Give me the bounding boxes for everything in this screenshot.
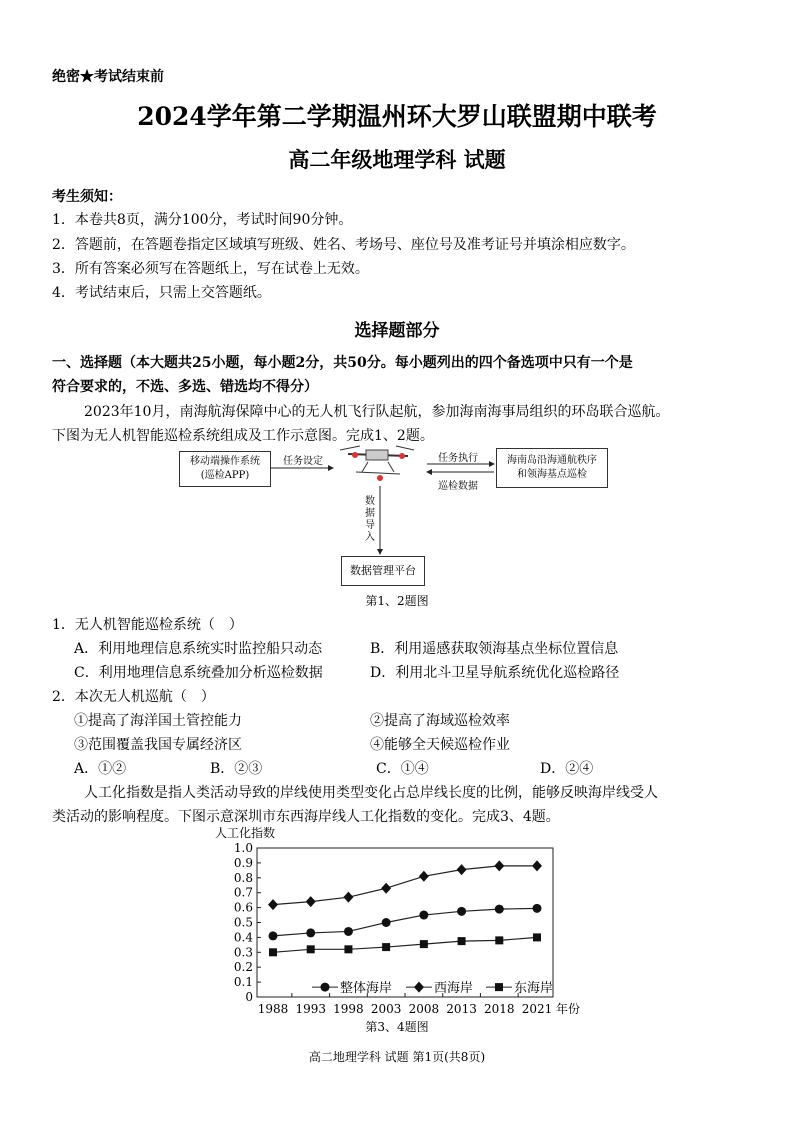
x-tick-label: 1993 <box>295 1002 326 1015</box>
page-title: 2024学年第二学期温州环大罗山联盟期中联考 <box>137 102 657 131</box>
x-tick-label: 2003 <box>370 1002 402 1015</box>
q1-option-d: D．利用北斗卫星导航系统优化巡检路径 <box>370 665 620 681</box>
y-tick-label: 0.8 <box>233 870 253 885</box>
y-tick-label: 0.7 <box>233 885 253 900</box>
data-point <box>457 864 467 875</box>
part-heading: 符合要求的，不选、多选、错选均不得分） <box>52 379 318 395</box>
q2-statement: ④能够全天候巡检作业 <box>370 737 510 753</box>
data-point <box>344 945 352 953</box>
legend-label: 西海岸 <box>434 981 474 997</box>
data-point <box>532 860 542 871</box>
chart-ylabel: 人工化指数 <box>215 826 276 840</box>
legend-label: 整体海岸 <box>340 981 393 997</box>
data-point <box>306 928 315 937</box>
box-label: 和领海基点巡检 <box>517 469 587 480</box>
x-tick-label: 2021 <box>521 1002 553 1015</box>
legend-label: 东海岸 <box>514 981 554 997</box>
q2-option-d: D．②④ <box>540 761 594 777</box>
q1-option-a: A．利用地理信息系统实时监控船只动态 <box>74 641 323 657</box>
notice-item: 4．考试结束后，只需上交答题纸。 <box>52 285 271 301</box>
y-tick-label: 0.1 <box>233 975 253 990</box>
intro-text: 类活动的影响程度。下图示意深圳市东西海岸线人工化指数的变化。完成3、4题。 <box>52 809 560 825</box>
data-point <box>343 892 353 903</box>
q2-statement: ①提高了海洋国土管控能力 <box>74 713 242 729</box>
box-label: 移动端操作系统 <box>190 456 260 467</box>
x-tick-label: 2013 <box>446 1002 477 1015</box>
data-point <box>382 918 391 927</box>
x-tick-label: 2008 <box>408 1002 440 1015</box>
x-axis-label: 年份 <box>556 1002 581 1015</box>
data-point <box>268 899 278 910</box>
char: 导 <box>365 520 375 531</box>
data-point <box>533 904 542 913</box>
intro-text: 下图为无人机智能巡检系统组成及工作示意图。完成1、2题。 <box>52 428 434 444</box>
data-point <box>420 940 428 948</box>
question-2: 2．本次无人机巡航（ ） <box>52 689 215 705</box>
data-point <box>533 933 541 941</box>
y-tick-label: 0.2 <box>233 960 253 975</box>
y-tick-label: 1.0 <box>233 841 253 855</box>
data-point <box>495 905 504 914</box>
q1-option-c: C．利用地理信息系统叠加分析巡检数据 <box>74 665 323 681</box>
q2-option-a: A．①② <box>74 761 127 777</box>
data-point <box>306 896 316 907</box>
diagram-caption: 第1、2题图 <box>365 594 429 608</box>
diagram-arrows <box>170 440 630 570</box>
y-tick-label: 0.4 <box>233 930 253 945</box>
notice-item: 2．答题前，在答题卷指定区域填写班级、姓名、考场号、座位号及准考证号并填涂相应数字。 <box>52 237 635 253</box>
data-point <box>419 911 428 920</box>
chart-caption: 第3、4题图 <box>365 1020 429 1034</box>
data-point <box>269 931 278 940</box>
q2-option-b: B．②③ <box>210 761 263 777</box>
drone-icon <box>340 446 414 481</box>
intro-text: 人工化指数是指人类活动导致的岸线使用类型变化占总岸线长度的比例，能够反映海岸线受人 <box>84 785 658 801</box>
char: 据 <box>365 508 375 519</box>
data-point <box>457 907 466 916</box>
label-task-set: 任务设定 <box>283 456 323 467</box>
part-heading: 一、选择题（本大题共25小题，每小题2分，共50分。每小题列出的四个备选项中只有一个是 <box>52 355 633 371</box>
data-point <box>495 936 503 944</box>
secret-label: 绝密★考试结束前 <box>52 69 164 85</box>
y-tick-label: 0.6 <box>233 900 253 915</box>
coastline-index-chart <box>200 840 600 1015</box>
x-tick-label: 1998 <box>333 1002 364 1015</box>
data-point <box>344 927 353 936</box>
box-label: 海南岛沿海通航秩序 <box>507 455 597 466</box>
data-point <box>307 945 315 953</box>
page-footer: 高二地理学科 试题 第1页(共8页) <box>308 1050 486 1064</box>
legend-marker <box>495 983 503 991</box>
data-point <box>382 943 390 951</box>
q2-option-c: C．①④ <box>376 761 429 777</box>
y-tick-label: 0.5 <box>233 915 253 930</box>
data-point <box>494 860 504 871</box>
legend-marker <box>321 983 330 992</box>
notice-item: 3．所有答案必须写在答题纸上，写在试卷上无效。 <box>52 261 369 277</box>
q1-option-b: B．利用遥感获取领海基点坐标位置信息 <box>370 641 619 657</box>
label-exec: 任务执行 <box>438 453 478 464</box>
y-tick-label: 0.9 <box>233 855 253 870</box>
box-label: (巡检APP) <box>200 470 250 481</box>
y-tick-label: 0 <box>245 990 253 1004</box>
legend-marker <box>414 982 424 993</box>
question-1: 1．无人机智能巡检系统（ ） <box>52 617 243 633</box>
intro-text: 2023年10月，南海航海保障中心的无人机飞行队起航，参加海南海事局组织的环岛联合巡航。 <box>84 404 670 420</box>
label-import <box>365 496 375 544</box>
box-label: 数据管理平台 <box>350 564 416 577</box>
q2-statement: ②提高了海域巡检效率 <box>370 713 510 729</box>
y-tick-label: 0.3 <box>233 945 253 960</box>
data-point <box>419 871 429 882</box>
q2-statement: ③范围覆盖我国专属经济区 <box>74 737 242 753</box>
x-tick-label: 1988 <box>257 1002 289 1015</box>
char: 入 <box>365 532 375 543</box>
notice-title: 考生须知： <box>52 189 122 205</box>
label-data: 巡检数据 <box>438 481 478 492</box>
data-point <box>269 948 277 956</box>
section-heading: 选择题部分 <box>354 321 440 341</box>
page-subtitle: 高二年级地理学科 试题 <box>288 147 506 172</box>
x-tick-label: 2018 <box>484 1002 515 1015</box>
plot-frame <box>257 848 553 997</box>
data-point <box>381 883 391 894</box>
char: 数 <box>365 496 375 507</box>
notice-item: 1．本卷共8页，满分100分，考试时间90分钟。 <box>52 212 353 228</box>
data-point <box>458 937 466 945</box>
